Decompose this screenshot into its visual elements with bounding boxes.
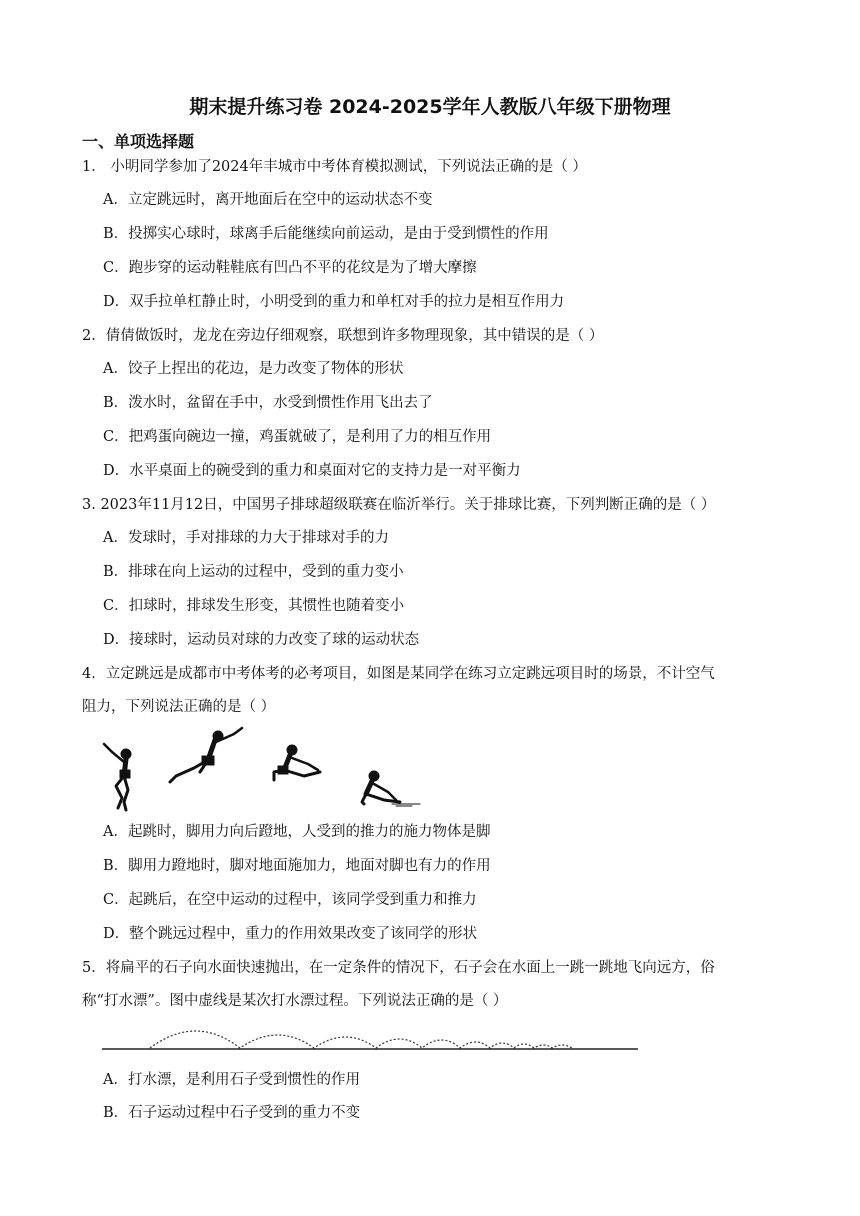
- question-2-option-d: D．水平桌面上的碗受到的重力和桌面对它的支持力是一对平衡力: [103, 463, 521, 479]
- question-2-stem: 2．倩倩做饭时，龙龙在旁边仔细观察，联想到许多物理现象，其中错误的是（ ）: [82, 328, 604, 344]
- question-1-option-d: D．双手拉单杠静止时，小明受到的重力和单杠对手的拉力是相互作用力: [103, 294, 565, 310]
- question-4-option-c: C．起跳后，在空中运动的过程中，该同学受到重力和推力: [103, 892, 477, 908]
- question-2-option-c: C．把鸡蛋向碗边一撞，鸡蛋就破了，是利用了力的相互作用: [103, 429, 492, 445]
- question-3-option-a: A．发球时，手对排球的力大于排球对手的力: [103, 530, 389, 546]
- question-3-option-d: D．接球时，运动员对球的力改变了球的运动状态: [103, 632, 420, 648]
- question-5-option-a: A．打水漂，是利用石子受到惯性的作用: [103, 1072, 360, 1088]
- section-heading: 一、单项选择题: [82, 132, 195, 151]
- question-1-option-b: B．投掷实心球时，球离手后能继续向前运动，是由于受到惯性的作用: [103, 226, 549, 242]
- question-4-option-a: A．起跳时，脚用力向后蹬地，人受到的推力的施力物体是脚: [103, 824, 491, 840]
- long-jump-figure: [96, 724, 426, 814]
- question-4-option-b: B．脚用力蹬地时，脚对地面施加力，地面对脚也有力的作用: [103, 858, 491, 874]
- question-4-stem-line-1: 4．立定跳远是成都市中考体考的必考项目，如图是某同学在练习立定跳远项目时的场景，不计空气: [82, 666, 715, 682]
- stone-trajectory-dashed: [150, 1031, 572, 1048]
- page-title: 期末提升练习卷 2024-2025学年人教版八年级下册物理: [189, 96, 671, 118]
- question-3-option-c: C．扣球时，排球发生形变，其惯性也随着变小: [103, 598, 405, 614]
- question-3-stem: 3. 2023年11月12日，中国男子排球超级联赛在临沂举行。关于排球比赛，下列判断正确的是（ ）: [82, 497, 716, 513]
- question-5-stem-line-1: 5．将扁平的石子向水面快速抛出，在一定条件的情况下，石子会在水面上一跳一跳地飞向远方，俗: [82, 960, 715, 976]
- question-1-option-a: A．立定跳远时，离开地面后在空中的运动状态不变: [103, 192, 433, 208]
- question-2-option-a: A．饺子上捏出的花边，是力改变了物体的形状: [103, 361, 404, 377]
- question-4-option-d: D．整个跳远过程中，重力的作用效果改变了该同学的形状: [103, 926, 478, 942]
- question-1-stem: 1． 小明同学参加了2024年丰城市中考体育模拟测试，下列说法正确的是（ ）: [82, 159, 587, 175]
- question-5-option-b: B．石子运动过程中石子受到的重力不变: [103, 1105, 361, 1121]
- question-1-option-c: C．跑步穿的运动鞋鞋底有凹凸不平的花纹是为了增大摩擦: [103, 260, 477, 276]
- question-4-stem-line-2: 阻力，下列说法正确的是（ ）: [82, 699, 276, 715]
- question-5-stem-line-2: 称“打水漂”。图中虚线是某次打水漂过程。下列说法正确的是（ ）: [82, 993, 508, 1009]
- skipping-stone-figure: [100, 1022, 640, 1054]
- question-2-option-b: B．泼水时，盆留在手中，水受到惯性作用飞出去了: [103, 395, 433, 411]
- question-3-option-b: B．排球在向上运动的过程中，受到的重力变小: [103, 564, 404, 580]
